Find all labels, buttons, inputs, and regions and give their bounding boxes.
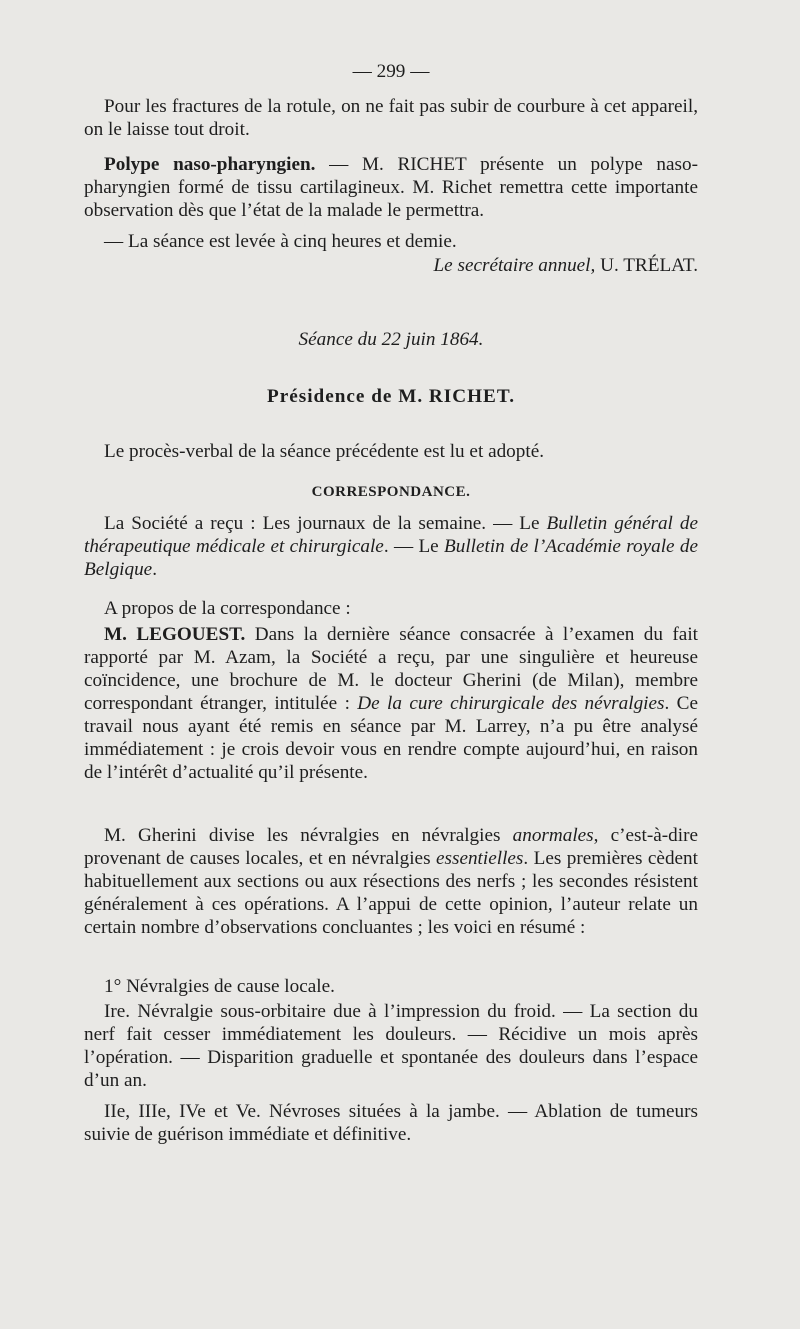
gherini-essentielles: essentielles — [436, 848, 524, 869]
paragraph-observation-1: Ire. Névralgie sous-orbitaire due à l’impression du froid. — La section du nerf fait cesser immédiatement les douleurs. — Récidive un mois après l’opération. — Disparition graduelle et spontanée des douleurs dans l’espace d’un an. — [84, 1001, 698, 1091]
gherini-text-b: , c’est-à-dire provenant de causes locales, et en névralgies — [84, 825, 698, 869]
bulletin-academie: Bulletin de l’Académie royale de Belgique — [84, 536, 698, 580]
brochure-title: De la cure chirurgicale des névralgies — [357, 693, 665, 714]
paragraph-a-propos: A propos de la correspondance : — [104, 598, 351, 619]
signature-name: U. TRÉLAT. — [595, 255, 698, 276]
presidence-heading: Présidence de M. RICHET. — [266, 386, 515, 407]
legouest-text-b: . Ce travail nous ayant été remis en séance par M. Larrey, n’a pu être analysé immédiatement : je crois devoir vous en rendre compte aujourd’hui, en raison de l’intérêt d’actualité qu’il présente. — [84, 693, 698, 783]
paragraph-observations-2-5: IIe, IIIe, IVe et Ve. Névroses situées à la jambe. — Ablation de tumeurs suivie de guérison immédiate et définitive. — [84, 1101, 698, 1145]
paragraph-polype — [84, 153, 698, 222]
gherini-anormales: anormales — [512, 825, 594, 846]
paragraph-cause-locale: 1° Névralgies de cause locale. — [104, 976, 335, 997]
recu-text-a: La Société a reçu : Les journaux de la semaine. — Le — [104, 513, 547, 534]
correspondance-heading: CORRESPONDANCE. — [311, 484, 471, 500]
gherini-text-c: . Les premières cèdent habituellement aux sections ou aux résections des nerfs ; les secondes résistent généralement à ces opérations. A l’appui de cette opinion, l’auteur relate un certain nombre d’observations concluantes ; les voici en résumé : — [84, 848, 698, 938]
paragraph-proces-verbal: Le procès-verbal de la séance précédente est lu et adopté. — [104, 441, 545, 462]
seance-title: Séance du 22 juin 1864. — [298, 329, 484, 350]
paragraph-rotule: Pour les fractures de la rotule, on ne fait pas subir de courbure à cet appareil, on le laisse tout droit. — [84, 96, 698, 140]
paragraph-legouest — [84, 623, 698, 784]
recu-text-b: . — Le — [383, 536, 445, 557]
paragraph-gherini — [84, 824, 698, 939]
paragraph-societe-recu — [84, 512, 698, 581]
page-number: — 299 — — [352, 61, 430, 82]
bulletin-therapeutique: Bulletin général de thérapeutique médicale et chirurgicale — [84, 513, 698, 557]
legouest-heading: M. LEGOUEST. — [104, 624, 246, 645]
legouest-text-a: Dans la dernière séance consacrée à l’examen du fait rapporté par M. Azam, la Société a reçu, par une singulière et heureuse coïncidence, une brochure de M. le docteur Gherini (de Milan), membre correspondant étranger, intitulée : — [84, 624, 698, 714]
paragraph-seance-levee: — La séance est levée à cinq heures et demie. — [104, 231, 457, 252]
recu-text-c: . — [152, 559, 157, 580]
signature-line — [84, 254, 702, 277]
gherini-text-a: M. Gherini divise les névralgies en névralgies — [104, 825, 513, 846]
signature-title: Le secrétaire annuel, — [433, 255, 596, 276]
polype-text: — M. RICHET présente un polype naso-pharyngien formé de tissu cartilagineux. M. Richet remettra cette importante observation dès que l’état de la malade le permettra. — [84, 154, 698, 221]
polype-heading: Polype naso-pharyngien. — [104, 154, 316, 175]
